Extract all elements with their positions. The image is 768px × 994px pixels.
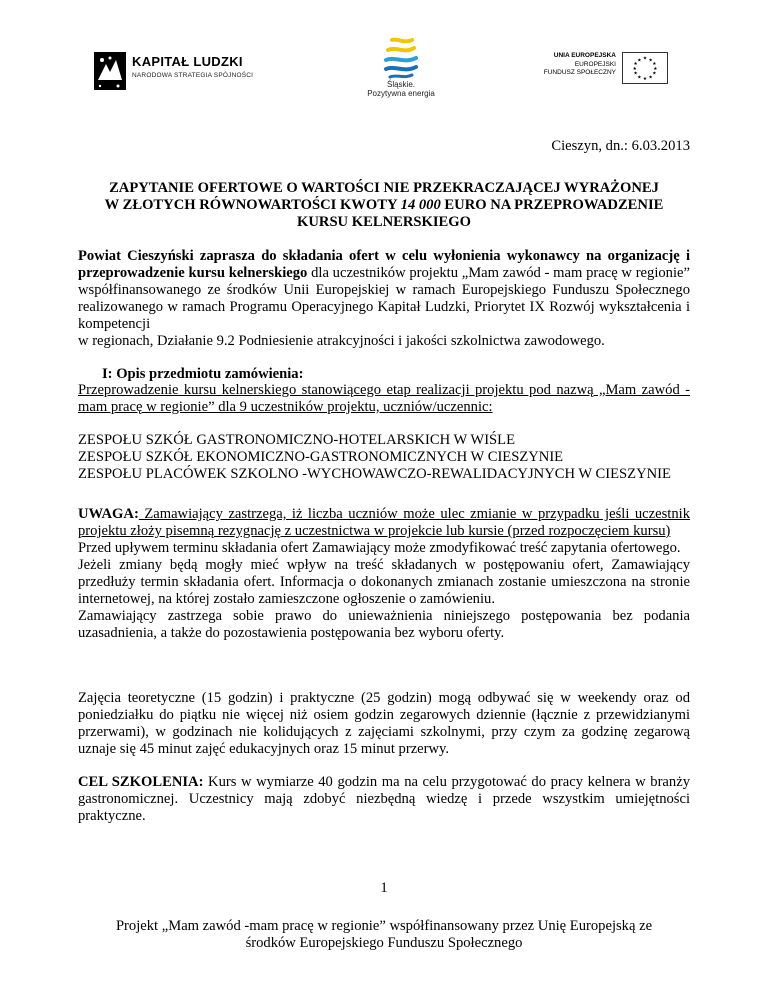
zajecia-paragraph xyxy=(78,690,690,758)
zajecia-text: Zajęcia teoretyczne (15 godzin) i praktyczne (25 godzin) mogą odbywać się w weekendy oraz od poniedziałku do piątku nie więcej niż osiem godzin zegarowych dziennie (łącznie z przewidzianymi przerwami), w godzinach nie kolidujących z zajęciami szkolnymi, przy czym za godzinę zegarową uznaje się 45 minut zajęć edukacyjnych oraz 15 minut przerwy. xyxy=(78,690,690,757)
title-line-2 xyxy=(78,197,690,214)
svg-text:★: ★ xyxy=(633,62,638,68)
uwaga-p3: Zamawiający zastrzega sobie prawo do unieważnienia niniejszego postępowania bez podania uzasadnienia, a także do pozostawienia postępowania bez wyboru oferty. xyxy=(78,608,690,641)
svg-text:★: ★ xyxy=(648,75,653,81)
eu-logo xyxy=(512,52,672,92)
svg-text:★: ★ xyxy=(648,58,653,64)
intro-last-line: w regionach, Działanie 9.2 Podniesienie atrakcyjności i jakości szkolnictwa zawodowego. xyxy=(78,333,605,349)
cel-label: CEL SZKOLENIA: xyxy=(78,774,204,790)
svg-text:★: ★ xyxy=(642,56,648,62)
eu-line3: FUNDUSZ SPOŁECZNY xyxy=(543,69,616,76)
intro-bold: Powiat Cieszyński zaprasza do składania ofert w celu wyłonienia wykonawcy na organizację i przeprowadzenie kursu kelnerskiego xyxy=(78,248,690,281)
svg-text:★: ★ xyxy=(642,77,648,83)
svg-text:★: ★ xyxy=(633,71,638,77)
kapital-ludzki-logo xyxy=(92,50,272,92)
intro-paragraph xyxy=(78,248,690,350)
svg-text:★: ★ xyxy=(652,62,657,68)
svg-text:★: ★ xyxy=(637,58,642,64)
slaskie-wave-icon xyxy=(378,36,424,80)
document-title xyxy=(78,180,690,231)
uwaga-label: UWAGA: xyxy=(78,506,139,522)
section-1-body xyxy=(78,382,690,416)
slaskie-name: Śląskie. xyxy=(386,80,415,89)
cel-szkolenia-section xyxy=(78,774,690,825)
cel-body: Kurs w wymiarze 40 godzin ma na celu przygotować do pracy kelnera w branży gastronomicznej. Uczestnicy mają zdobyć niezbędną wiedzę i przede wszystkim umiejętności praktyczne. xyxy=(78,774,690,824)
title-line-1: ZAPYTANIE OFERTOWE O WARTOŚCI NIE PRZEKRACZAJĄCEJ WYRAŻONEJ xyxy=(109,180,659,196)
title-line-2a: W ZŁOTYCH RÓWNOWARTOŚCI KWOTY xyxy=(104,197,401,213)
page-number: 1 xyxy=(380,880,388,896)
footer-line-1: Projekt „Mam zawód -mam pracę w regionie” współfinansowany przez Unię Europejską ze xyxy=(115,918,653,934)
svg-text:★: ★ xyxy=(653,66,658,72)
kapital-ludzki-emblem-icon xyxy=(92,50,128,92)
uwaga-p1: Przed upływem terminu składania ofert Zamawiający może zmodyfikować treść zapytania ofertowego. xyxy=(78,540,681,556)
svg-text:★: ★ xyxy=(637,75,642,81)
uwaga-intro xyxy=(78,506,690,540)
school-item: ZESPOŁU SZKÓŁ EKONOMICZNO-GASTRONOMICZNYCH W CIESZYNIE xyxy=(78,449,564,465)
section-1-text: Przeprowadzenie kursu kelnerskiego stanowiącego etap realizacji projektu pod nazwą „Mam zawód - mam pracę w regionie” dla 9 uczestników projektu, uczniów/uczennic: xyxy=(78,382,690,415)
uwaga-underlined: Zamawiający zastrzega, iż liczba uczniów może ulec zmianie w przypadku jeśli uczestnik projektu złoży pisemną rezygnację z uczestnictwa w projekcie lub kursie (przed rozpoczęciem kursu) xyxy=(78,506,690,539)
svg-text:★: ★ xyxy=(652,71,657,77)
kapital-ludzki-subtitle: NARODOWA STRATEGIA SPÓJNOŚCI xyxy=(132,72,254,79)
eu-line2: EUROPEJSKI xyxy=(574,60,616,68)
uwaga-p2: Jeżeli zmiany będą mogły mieć wpływ na treść składanych w postępowaniu ofert, Zamawiający przedłuży termin składania ofert. Informacja o dokonanych zmianach zostanie umieszczona na stronie internetowej, na której zostało zamieszczone ogłoszenie o zamówieniu. xyxy=(78,557,690,607)
title-line-3: KURSU KELNERSKIEGO xyxy=(297,214,471,230)
cel-text xyxy=(78,774,690,825)
title-amount: 14 000 xyxy=(400,197,441,213)
document-date: Cieszyn, dn.: 6.03.2013 xyxy=(551,138,690,154)
section-1-heading: I: Opis przedmiotu zamówienia: xyxy=(102,366,304,382)
intro-rest: dla uczestników projektu „Mam zawód - mam pracę w regionie” współfinansowanego ze środków Unii Europejskiej w ramach Europejskiego Funduszu Społecznego realizowanego w ramach Programu Operacyjnego Kapitał Ludzki, Priorytet IX Rozwój wykształcenia i kompetencji xyxy=(78,265,690,332)
schools-list xyxy=(78,432,690,483)
eu-text xyxy=(512,52,616,78)
logo-bar xyxy=(0,36,768,106)
eu-line1: UNIA EUROPEJSKA xyxy=(553,52,616,59)
svg-text:★: ★ xyxy=(632,66,637,72)
slaskie-tagline: Pozytywna energia xyxy=(367,89,435,98)
eu-flag-icon xyxy=(622,52,668,84)
uwaga-section xyxy=(78,506,690,642)
intro-text xyxy=(78,248,690,333)
title-line-2b: EURO NA PRZEPROWADZENIE xyxy=(440,197,664,213)
slaskie-logo xyxy=(356,36,446,108)
page-footer xyxy=(90,918,678,952)
school-item: ZESPOŁU SZKÓŁ GASTRONOMICZNO-HOTELARSKICH W WIŚLE xyxy=(78,432,515,448)
kapital-ludzki-title: KAPITAŁ LUDZKI xyxy=(132,54,243,69)
school-item: ZESPOŁU PLACÓWEK SZKOLNO -WYCHOWAWCZO-REWALIDACYJNYCH W CIESZYNIE xyxy=(78,466,671,482)
footer-line-2: środków Europejskiego Funduszu Społecznego xyxy=(245,935,523,951)
